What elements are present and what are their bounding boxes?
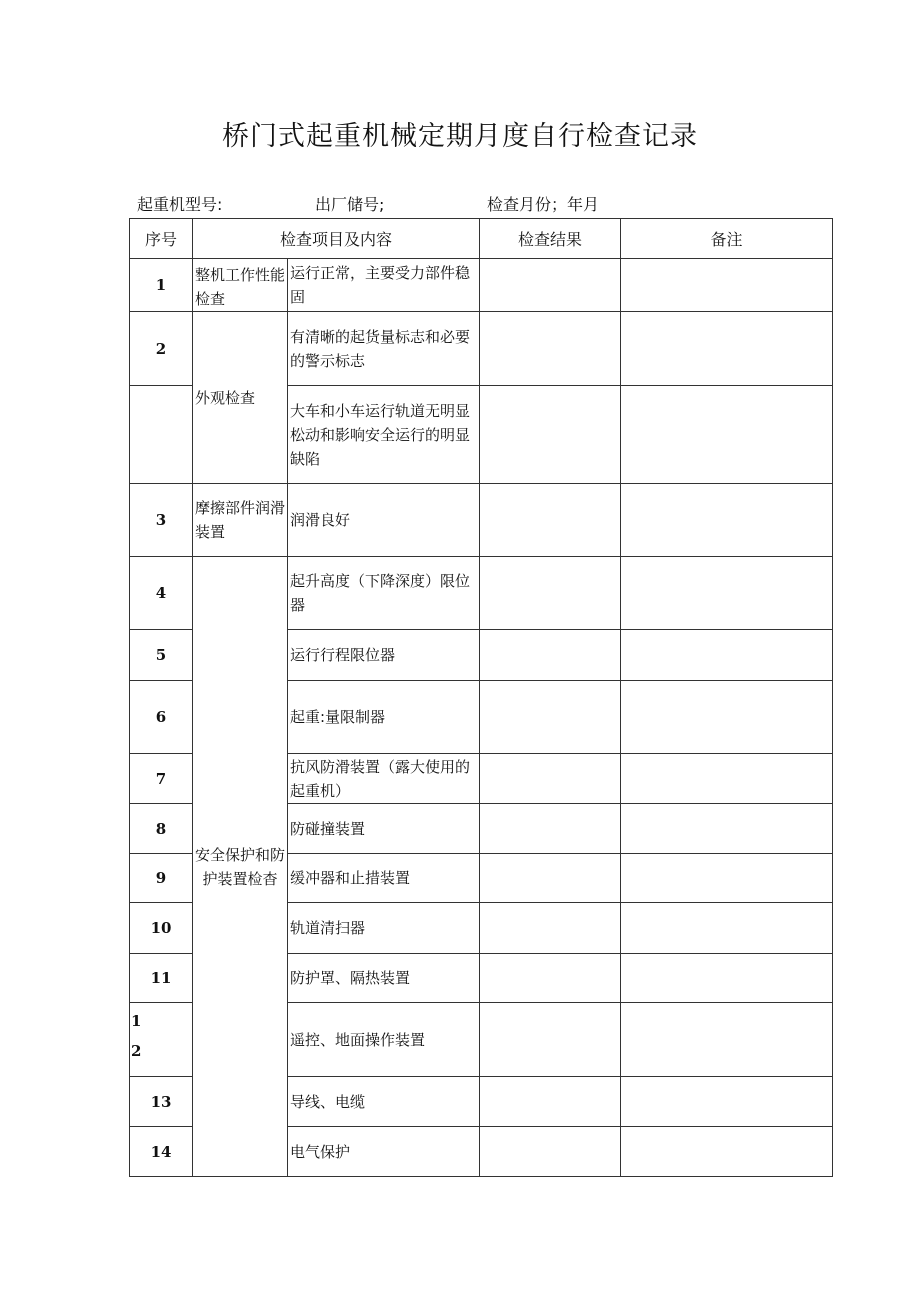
category-lubrication: 摩擦部件润滑装置 <box>193 484 288 557</box>
remarks-cell[interactable] <box>621 681 833 754</box>
row-number: 13 <box>130 1077 193 1127</box>
item-content: 防碰撞装置 <box>288 804 480 854</box>
item-content: 运行行程限位器 <box>288 630 480 681</box>
item-content: 遥控、地面操作装置 <box>288 1003 480 1077</box>
row-number <box>130 386 193 484</box>
result-cell[interactable] <box>480 312 621 386</box>
result-cell[interactable] <box>480 1003 621 1077</box>
result-cell[interactable] <box>480 557 621 630</box>
row-number: 6 <box>130 681 193 754</box>
row-number: 10 <box>130 903 193 954</box>
table-header-row <box>130 219 833 259</box>
category-performance: 整机工作性能检查 <box>193 259 288 312</box>
row-number: 3 <box>130 484 193 557</box>
table-row <box>130 557 833 630</box>
inspection-table <box>129 218 833 1177</box>
crane-model-label: 起重机型号: <box>137 195 223 214</box>
result-cell[interactable] <box>480 484 621 557</box>
remarks-cell[interactable] <box>621 754 833 804</box>
item-content: 起重:量限制器 <box>288 681 480 754</box>
item-content: 运行正常，主要受力部件稳固 <box>288 259 480 312</box>
category-appearance: 外观检查 <box>193 312 288 484</box>
remarks-cell[interactable] <box>621 630 833 681</box>
result-cell[interactable] <box>480 854 621 903</box>
remarks-cell[interactable] <box>621 804 833 854</box>
table-row <box>130 484 833 557</box>
col-header-item: 检查项目及内容 <box>193 219 480 259</box>
item-content: 电气保护 <box>288 1127 480 1177</box>
result-cell[interactable] <box>480 630 621 681</box>
col-header-result: 检查结果 <box>480 219 621 259</box>
item-content: 润滑良好 <box>288 484 480 557</box>
col-header-number: 序号 <box>130 219 193 259</box>
remarks-cell[interactable] <box>621 854 833 903</box>
check-month-label: 检查月份；年月 <box>487 195 600 214</box>
remarks-cell[interactable] <box>621 484 833 557</box>
result-cell[interactable] <box>480 259 621 312</box>
item-content: 起升高度（下降深度）限位器 <box>288 557 480 630</box>
remarks-cell[interactable] <box>621 259 833 312</box>
row-number: 14 <box>130 1127 193 1177</box>
result-cell[interactable] <box>480 1077 621 1127</box>
result-cell[interactable] <box>480 681 621 754</box>
item-content: 抗风防滑装置（露大使用的起重机） <box>288 754 480 804</box>
item-content: 防护罩、隔热装置 <box>288 954 480 1003</box>
document-title: 桥门式起重机械定期月度自行检查记录 <box>222 121 698 152</box>
row-number: 1 2 <box>130 1003 193 1077</box>
row-number: 8 <box>130 804 193 854</box>
item-content: 导线、电缆 <box>288 1077 480 1127</box>
category-safety-protection: 安全保护和防护装置检杳 <box>193 557 288 1177</box>
remarks-cell[interactable] <box>621 312 833 386</box>
remarks-cell[interactable] <box>621 903 833 954</box>
result-cell[interactable] <box>480 954 621 1003</box>
table-row <box>130 259 833 312</box>
remarks-cell[interactable] <box>621 1003 833 1077</box>
table-row <box>130 312 833 386</box>
row-number: 5 <box>130 630 193 681</box>
row-number: 4 <box>130 557 193 630</box>
result-cell[interactable] <box>480 754 621 804</box>
remarks-cell[interactable] <box>621 386 833 484</box>
col-header-remarks: 备注 <box>621 219 833 259</box>
item-content: 缓冲器和止措装置 <box>288 854 480 903</box>
remarks-cell[interactable] <box>621 1127 833 1177</box>
result-cell[interactable] <box>480 804 621 854</box>
row-number: 2 <box>130 312 193 386</box>
result-cell[interactable] <box>480 386 621 484</box>
row-number: 11 <box>130 954 193 1003</box>
factory-number-label: 出厂储号; <box>315 195 385 214</box>
item-content: 有清晰的起货量标志和必要的警示标志 <box>288 312 480 386</box>
remarks-cell[interactable] <box>621 557 833 630</box>
result-cell[interactable] <box>480 1127 621 1177</box>
remarks-cell[interactable] <box>621 954 833 1003</box>
item-content: 大车和小车运行轨道无明显松动和影响安全运行的明显缺陷 <box>288 386 480 484</box>
row-number: 1 <box>130 259 193 312</box>
item-content: 轨道清扫器 <box>288 903 480 954</box>
remarks-cell[interactable] <box>621 1077 833 1127</box>
result-cell[interactable] <box>480 903 621 954</box>
row-number: 7 <box>130 754 193 804</box>
row-number: 9 <box>130 854 193 903</box>
